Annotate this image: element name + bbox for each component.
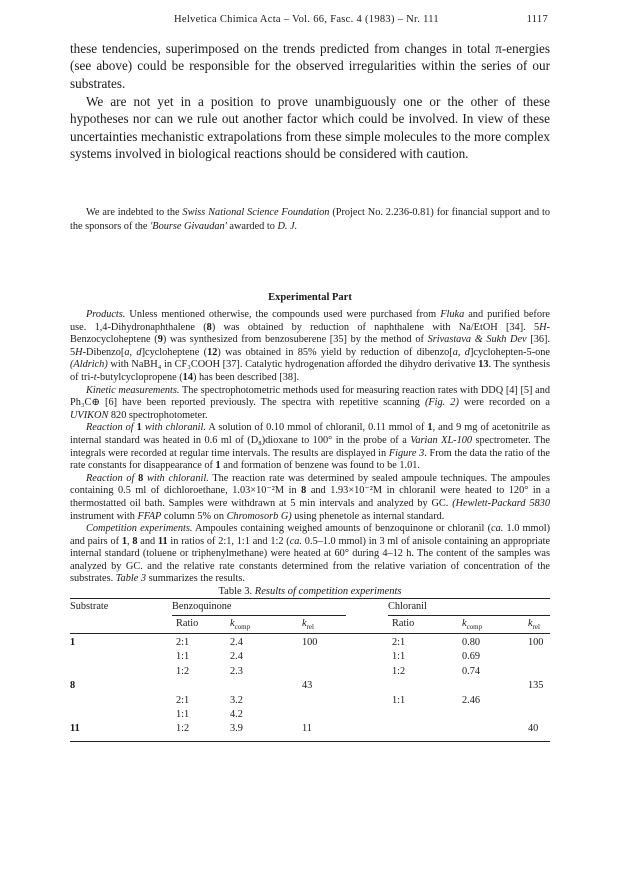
paragraph-competition: Competition experiments. Ampoules containing weighed amounts of benzoquinone or chloranil (ca. 1.0 mmol) and pairs of 1, 8 and 11 in ratios of 2:1, 1:1 and 1:2 (ca. 0.5–1.0 mmol) in 3 ml of anisole containing an appropriate internal standard (toluene or triphenylmethane) were heated at 60° during 4–12 h. The content of the samples was analyzed by GC. and the relative rate constants determined from the relative variation of concentration of the substrates. Table 3 summarizes the results. bbox=[70, 523, 551, 585]
cell-cl-kcomp: 0.80 bbox=[462, 637, 481, 648]
cell-bq-ratio: 1:2 bbox=[176, 723, 190, 735]
awardee-initials: D. J. bbox=[277, 221, 298, 233]
running-header bbox=[70, 14, 548, 28]
cell-cl-kcomp: 2.46 bbox=[462, 694, 481, 706]
cell-bq-ratio: 2:1 bbox=[176, 694, 190, 706]
cell-substrate: 11 bbox=[70, 723, 80, 735]
col-header-cl-kcomp: $k_{comp}$ bbox=[462, 618, 483, 632]
cell-cl-ratio: 1:1 bbox=[392, 651, 406, 663]
cell-cl-ratio: 1:1 bbox=[392, 694, 406, 706]
col-header-cl-krel: $k_{rel}$ bbox=[528, 618, 540, 632]
body-paragraph-conclusion: We are not yet in a position to prove unambiguously one or the other of these hypotheses nor can we rule out another factor which could be involved. In view of these uncertainties mechanistic extrapolations from these simple molecules to the more complex systems involved in biological reactions should be considered with caution. bbox=[70, 94, 550, 162]
group-header-chloranil: Chloranil bbox=[388, 601, 427, 612]
cell-bq-kcomp: 2.3 bbox=[230, 665, 243, 677]
cell-bq-kcomp: 2.4 bbox=[230, 651, 243, 663]
page-number: 1117 bbox=[526, 14, 548, 25]
cell-cl-krel: 40 bbox=[528, 723, 539, 735]
col-header-bq-ratio: Ratio bbox=[176, 618, 199, 629]
benzoquinone-subrule bbox=[172, 615, 346, 616]
funding-agency: Swiss National Science Foundation bbox=[182, 207, 330, 218]
col-header-bq-krel: $k_{rel}$ bbox=[302, 618, 314, 632]
cell-bq-krel: 11 bbox=[302, 723, 312, 735]
cell-bq-kcomp: 4.2 bbox=[230, 709, 243, 720]
table-bottom-rule bbox=[70, 741, 550, 742]
col-header-cl-ratio: Ratio bbox=[392, 618, 415, 629]
experimental-section bbox=[70, 309, 550, 586]
col-header-bq-kcomp: $k_{comp}$ bbox=[230, 618, 251, 632]
cell-cl-ratio: 1:2 bbox=[392, 665, 406, 677]
cell-cl-ratio: 2:1 bbox=[392, 637, 406, 648]
cell-bq-ratio: 1:2 bbox=[176, 665, 190, 677]
cell-bq-krel: 43 bbox=[302, 680, 313, 692]
col-header-substrate: Substrate bbox=[70, 601, 109, 612]
cell-bq-ratio: 1:1 bbox=[176, 709, 190, 720]
cell-cl-krel: 100 bbox=[528, 637, 544, 648]
group-header-benzoquinone: Benzoquinone bbox=[172, 601, 232, 612]
cell-bq-krel: 100 bbox=[302, 637, 318, 648]
section-heading-experimental: Experimental Part bbox=[268, 292, 352, 303]
paragraph-products: Products. Unless mentioned otherwise, the compounds used were purchased from Fluka and purified before use. 1,4-Dihydronaphthalene (8) was obtained by reduction of naphthalene with Na/EtOH [34]. 5H-Benzocycloheptene (9) was synthesized from benzosuberene [35] by the method of Srivastava & Sukh Dev [36]. 5H-Dibenzo[a, d]cycloheptene (12) was obtained in 85% yield by reduction of dibenzo[a, d]cyclohepten-5-one (Aldrich) with NaBH₄ in CF₃COOH [37]. Catalytic hydrogenation afforded the dihydro derivative 13. The synthesis of tri-t-butylcyclopropene (14) has been described [38]. bbox=[70, 309, 551, 383]
chloranil-subrule bbox=[388, 615, 550, 616]
cell-cl-kcomp: 0.69 bbox=[462, 651, 481, 663]
body-paragraph-continued: these tendencies, superimposed on the trends predicted from changes in total π-energies (see above) could be responsible for the observed irregularities within the series of our substrates. bbox=[70, 41, 550, 91]
cell-substrate: 1 bbox=[70, 637, 76, 648]
paragraph-reaction-1: Reaction of 1 with chloranil. A solution of 0.10 mmol of chloranil, 0.11 mmol of 1, and 9 mg of acetonitrile as internal standard was heated in 0.6 ml of (D₈)dioxane to 100° in the probe of a Varian XL-100 spectrometer. The integrals were recorded at regular time intervals. The results are displayed in Figure 3. From the data the ratio of the rate constants for disappearance of 1 and formation of benzene was found to be 1.01. bbox=[70, 422, 550, 472]
cell-cl-krel: 135 bbox=[528, 680, 544, 692]
cell-bq-ratio: 1:1 bbox=[176, 651, 190, 663]
cell-bq-kcomp: 3.2 bbox=[230, 694, 243, 706]
acknowledgement: We are indebted to the Swiss National Science Foundation (Project No. 2.236-0.81) for financial support and to the sponsors of the 'Bourse Givaudan' awarded to D. J. bbox=[70, 207, 550, 233]
table-caption: Table 3. Results of competition experiments bbox=[218, 586, 402, 597]
paragraph-kinetic-measurements: Kinetic measurements. The spectrophotometric methods used for measuring reaction rates with DDQ [4] [5] and Ph₃C⊕ [6] have been reported previously. The spectra with repetitive scanning (Fig. 2) were recorded on a UVIKON 820 spectrophotometer. bbox=[70, 384, 550, 421]
cell-cl-kcomp: 0.74 bbox=[462, 665, 481, 677]
table-top-rule bbox=[70, 598, 550, 599]
cell-bq-kcomp: 2.4 bbox=[230, 637, 243, 648]
paragraph-reaction-8: Reaction of 8 with chloranil. The reaction rate was determined by sealed ampoule techniques. The ampoules containing 0.5 ml of dichloroethane, 1.03×10⁻²M in 8 and 1.93×10⁻²M in chloranil were heated to 120° in a thermostatted oil bath. Samples were withdrawn at 5 min intervals and analyzed by GC. (Hewlett-Packard 5830 instrument with FFAP column 5% on Chromosorb G) using phenetole as internal standard. bbox=[70, 472, 550, 522]
header-bottom-rule bbox=[70, 633, 550, 634]
award-name: 'Bourse Givaudan' bbox=[150, 221, 227, 233]
cell-bq-kcomp: 3.9 bbox=[230, 723, 243, 735]
cell-substrate: 8 bbox=[70, 680, 76, 692]
cell-bq-ratio: 2:1 bbox=[176, 637, 190, 648]
running-title: Helvetica Chimica Acta – Vol. 66, Fasc. 4 (1983) – Nr. 111 bbox=[174, 14, 439, 25]
